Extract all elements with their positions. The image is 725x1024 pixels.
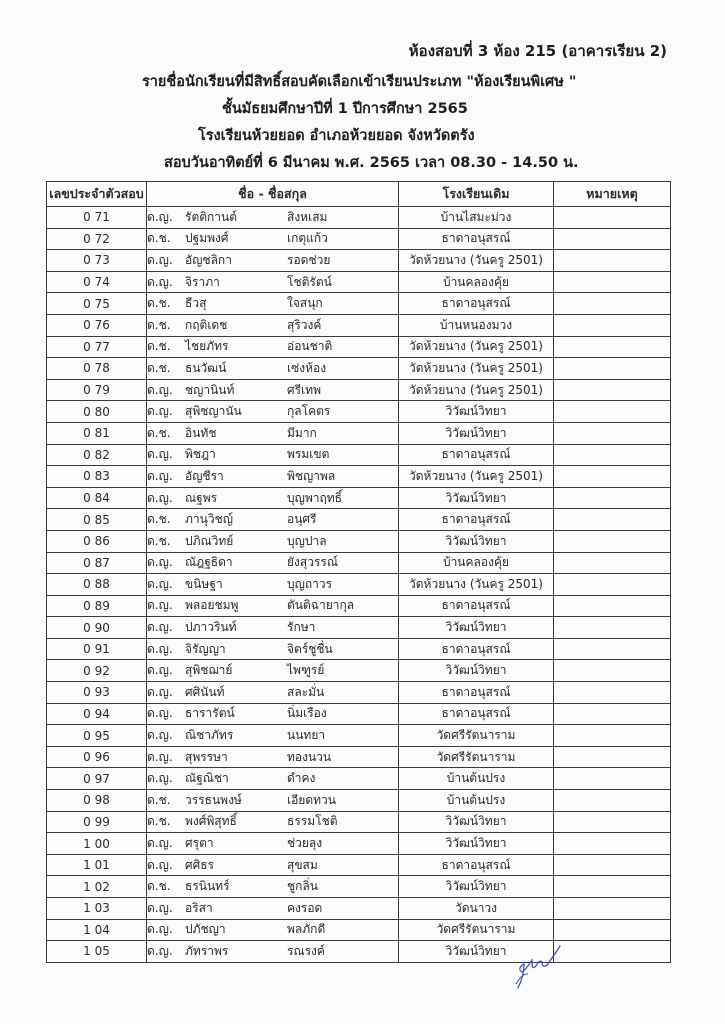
column-header-exam-id: เลขประจำตัวสอบ <box>47 182 147 207</box>
table-row <box>47 207 671 229</box>
exam-id-cell: 0 90 <box>47 617 147 639</box>
last-name: ศรีเทพ <box>287 382 321 397</box>
name-cell <box>147 660 399 682</box>
previous-school-cell: วัดศรีรัตนาราม <box>399 919 554 941</box>
previous-school-cell: ธาดาอนุสรณ์ <box>399 638 554 660</box>
exam-id-cell: 1 03 <box>47 898 147 920</box>
first-name: สุพิชญานัน <box>185 404 242 419</box>
table-row <box>47 854 671 876</box>
first-name: อริสา <box>185 900 213 915</box>
exam-id-cell: 0 99 <box>47 811 147 833</box>
table-row <box>47 746 671 768</box>
first-name: ณฐพร <box>185 490 218 505</box>
last-name: อ่อนชาติ <box>287 339 333 354</box>
table-row <box>47 314 671 336</box>
first-name: ปภัชญา <box>185 922 226 937</box>
last-name: เซ่งห้อง <box>287 360 327 375</box>
last-name: มีมาก <box>287 425 317 440</box>
first-name: สุพรรษา <box>185 749 228 764</box>
exam-id-cell: 0 78 <box>47 358 147 380</box>
table-row <box>47 487 671 509</box>
table-row <box>47 898 671 920</box>
remarks-cell <box>554 228 671 250</box>
previous-school-cell: ธาดาอนุสรณ์ <box>399 509 554 531</box>
exam-id-cell: 1 00 <box>47 833 147 855</box>
last-name: บุญถาวร <box>287 576 333 591</box>
first-name: ธีวสุ <box>185 296 207 311</box>
exam-id-cell: 1 05 <box>47 941 147 963</box>
first-name: กฤติเดช <box>185 317 228 332</box>
room-heading: ห้องสอบที่ 3 ห้อง 215 (อาคารเรียน 2) <box>408 42 667 60</box>
name-cell <box>147 898 399 920</box>
student-roster-table <box>46 181 671 963</box>
name-title: ด.ญ. <box>147 706 173 721</box>
name-title: ด.ญ. <box>147 598 173 613</box>
exam-id-cell: 0 84 <box>47 487 147 509</box>
exam-id-cell: 0 92 <box>47 660 147 682</box>
name-cell <box>147 358 399 380</box>
previous-school-cell: วัดห้วยนาง (วันครู 2501) <box>399 466 554 488</box>
exam-id-cell: 0 74 <box>47 271 147 293</box>
previous-school-cell: บ้านไสมะม่วง <box>399 207 554 229</box>
grade-heading: ชั้นมัธยมศึกษาปีที่ 1 ปีการศึกษา 2565 <box>222 101 468 117</box>
name-cell <box>147 509 399 531</box>
remarks-cell <box>554 466 671 488</box>
name-title: ด.ญ. <box>147 728 173 743</box>
exam-id-cell: 0 83 <box>47 466 147 488</box>
exam-id-cell: 0 81 <box>47 422 147 444</box>
first-name: ภานุวิชญ์ <box>185 512 233 527</box>
remarks-cell <box>554 336 671 358</box>
exam-id-cell: 0 94 <box>47 703 147 725</box>
name-cell <box>147 401 399 423</box>
name-cell <box>147 444 399 466</box>
remarks-cell <box>554 617 671 639</box>
table-row <box>47 250 671 272</box>
remarks-cell <box>554 358 671 380</box>
table-header-row <box>47 182 671 207</box>
first-name: อัญชลิกา <box>185 252 232 267</box>
exam-id-cell: 0 79 <box>47 379 147 401</box>
document-title: รายชื่อนักเรียนที่มีสิทธิ์สอบคัดเลือกเข้าเรียนประเภท "ห้องเรียนพิเศษ " <box>142 74 577 90</box>
name-cell <box>147 207 399 229</box>
table-row <box>47 466 671 488</box>
name-title: ด.ช. <box>147 317 171 332</box>
signature-mark <box>510 944 580 994</box>
table-row <box>47 725 671 747</box>
name-cell <box>147 682 399 704</box>
previous-school-cell: วิวัฒน์วิทยา <box>399 833 554 855</box>
remarks-cell <box>554 207 671 229</box>
first-name: พิชฎา <box>185 447 216 462</box>
name-title: ด.ญ. <box>147 382 173 397</box>
table-row <box>47 444 671 466</box>
last-name: ธรรมโชติ <box>287 814 338 829</box>
name-title: ด.ญ. <box>147 447 173 462</box>
first-name: ศรุตา <box>185 836 214 851</box>
name-title: ด.ญ. <box>147 684 173 699</box>
first-name: ปภิณวิทย์ <box>185 533 234 548</box>
previous-school-cell: บ้านต้นปรง <box>399 790 554 812</box>
previous-school-cell: วัดห้วยนาง (วันครู 2501) <box>399 358 554 380</box>
name-cell <box>147 768 399 790</box>
remarks-cell <box>554 271 671 293</box>
name-title: ด.ช. <box>147 425 171 440</box>
exam-id-cell: 0 88 <box>47 574 147 596</box>
remarks-cell <box>554 422 671 444</box>
previous-school-cell: ธาดาอนุสรณ์ <box>399 854 554 876</box>
previous-school-cell: วัดศรีรัตนาราม <box>399 746 554 768</box>
first-name: วรรธนพงษ์ <box>185 792 242 807</box>
name-cell <box>147 746 399 768</box>
last-name: ดำคง <box>287 771 316 786</box>
previous-school-cell: วิวัฒน์วิทยา <box>399 811 554 833</box>
remarks-cell <box>554 487 671 509</box>
table-row <box>47 919 671 941</box>
remarks-cell <box>554 746 671 768</box>
name-title: ด.ญ. <box>147 922 173 937</box>
last-name: สุขสม <box>287 857 318 872</box>
name-cell <box>147 725 399 747</box>
remarks-cell <box>554 509 671 531</box>
previous-school-cell: วัดห้วยนาง (วันครู 2501) <box>399 250 554 272</box>
first-name: ณัฐณิชา <box>185 771 229 786</box>
last-name: สละมั่น <box>287 684 325 699</box>
column-header-name: ชื่อ - ชื่อสกุล <box>147 182 399 207</box>
previous-school-cell: วิวัฒน์วิทยา <box>399 660 554 682</box>
name-title: ด.ญ. <box>147 943 173 958</box>
name-cell <box>147 574 399 596</box>
first-name: รัตติกานต์ <box>185 209 238 224</box>
last-name: นนทยา <box>287 728 326 743</box>
first-name: อัญชีรา <box>185 468 224 483</box>
table-row <box>47 876 671 898</box>
name-title: ด.ญ. <box>147 274 173 289</box>
first-name: สุพิชฌาย์ <box>185 663 233 678</box>
remarks-cell <box>554 919 671 941</box>
first-name: ศศินันท์ <box>185 684 225 699</box>
remarks-cell <box>554 703 671 725</box>
name-title: ด.ช. <box>147 879 171 894</box>
first-name: ณิชาภัทร <box>185 728 234 743</box>
remarks-cell <box>554 660 671 682</box>
first-name: อินทัช <box>185 425 217 440</box>
last-name: บุญปาล <box>287 533 327 548</box>
exam-id-cell: 0 93 <box>47 682 147 704</box>
table-row <box>47 358 671 380</box>
exam-id-cell: 0 91 <box>47 638 147 660</box>
exam-id-cell: 1 02 <box>47 876 147 898</box>
exam-id-cell: 0 82 <box>47 444 147 466</box>
last-name: เกตุแก้ว <box>287 231 328 246</box>
previous-school-cell: วิวัฒน์วิทยา <box>399 617 554 639</box>
exam-id-cell: 0 95 <box>47 725 147 747</box>
last-name: พรมเขต <box>287 447 330 462</box>
previous-school-cell: วัดศรีรัตนาราม <box>399 725 554 747</box>
exam-id-cell: 0 97 <box>47 768 147 790</box>
remarks-cell <box>554 638 671 660</box>
column-header-previous-school: โรงเรียนเดิม <box>399 182 554 207</box>
remarks-cell <box>554 293 671 315</box>
last-name: รักษา <box>287 620 316 635</box>
name-title: ด.ญ. <box>147 490 173 505</box>
name-cell <box>147 638 399 660</box>
last-name: เอียดทวน <box>287 792 336 807</box>
name-cell <box>147 271 399 293</box>
last-name: รณรงค์ <box>287 943 325 958</box>
name-cell <box>147 379 399 401</box>
remarks-cell <box>554 444 671 466</box>
table-row <box>47 638 671 660</box>
last-name: คงรอด <box>287 900 323 915</box>
table-row <box>47 574 671 596</box>
last-name: สิงหเสม <box>287 209 328 224</box>
first-name: ไชยภัทร <box>185 339 229 354</box>
exam-id-cell: 0 71 <box>47 207 147 229</box>
last-name: พลภักดี <box>287 922 326 937</box>
last-name: จิตร์ชูชื่น <box>287 641 333 656</box>
exam-id-cell: 0 72 <box>47 228 147 250</box>
table-row <box>47 228 671 250</box>
last-name: โชติรัตน์ <box>287 274 332 289</box>
previous-school-cell: วัดห้วยนาง (วันครู 2501) <box>399 574 554 596</box>
previous-school-cell: วัดนาวง <box>399 898 554 920</box>
exam-date-heading: สอบวันอาทิตย์ที่ 6 มีนาคม พ.ศ. 2565 เวลา 08.30 - 14.50 น. <box>164 155 579 171</box>
first-name: จิราภา <box>185 274 220 289</box>
school-heading: โรงเรียนห้วยยอด อำเภอห้วยยอด จังหวัดตรัง <box>198 128 475 144</box>
previous-school-cell: วัดห้วยนาง (วันครู 2501) <box>399 379 554 401</box>
last-name: สุริวงค์ <box>287 317 322 332</box>
remarks-cell <box>554 811 671 833</box>
last-name: ทองนวน <box>287 749 332 764</box>
name-title: ด.ญ. <box>147 836 173 851</box>
name-title: ด.ญ. <box>147 620 173 635</box>
remarks-cell <box>554 401 671 423</box>
roster-body <box>47 207 671 963</box>
remarks-cell <box>554 725 671 747</box>
name-title: ด.ญ. <box>147 209 173 224</box>
first-name: ขนิษฐา <box>185 576 223 591</box>
name-title: ด.ช. <box>147 296 171 311</box>
name-title: ด.ญ. <box>147 749 173 764</box>
first-name: ธนวัฒน์ <box>185 360 227 375</box>
remarks-cell <box>554 595 671 617</box>
name-title: ด.ญ. <box>147 857 173 872</box>
table-row <box>47 660 671 682</box>
name-cell <box>147 293 399 315</box>
name-cell <box>147 919 399 941</box>
previous-school-cell: บ้านต้นปรง <box>399 768 554 790</box>
first-name: ณัฎฐธิดา <box>185 555 233 570</box>
name-cell <box>147 595 399 617</box>
table-row <box>47 768 671 790</box>
first-name: ปภาวรินท์ <box>185 620 237 635</box>
exam-id-cell: 0 76 <box>47 314 147 336</box>
exam-id-cell: 0 98 <box>47 790 147 812</box>
remarks-cell <box>554 833 671 855</box>
name-title: ด.ญ. <box>147 576 173 591</box>
remarks-cell <box>554 876 671 898</box>
name-cell <box>147 854 399 876</box>
name-title: ด.ญ. <box>147 663 173 678</box>
last-name: ตันติฉายากุล <box>287 598 355 613</box>
table-row <box>47 509 671 531</box>
name-cell <box>147 876 399 898</box>
previous-school-cell: วิวัฒน์วิทยา <box>399 876 554 898</box>
name-cell <box>147 552 399 574</box>
first-name: ศศิธร <box>185 857 215 872</box>
name-title: ด.ญ. <box>147 404 173 419</box>
name-cell <box>147 487 399 509</box>
name-cell <box>147 617 399 639</box>
exam-id-cell: 0 80 <box>47 401 147 423</box>
name-cell <box>147 466 399 488</box>
name-title: ด.ช. <box>147 360 171 375</box>
name-cell <box>147 228 399 250</box>
previous-school-cell: ธาดาอนุสรณ์ <box>399 682 554 704</box>
last-name: อนุศรี <box>287 512 317 527</box>
table-row <box>47 595 671 617</box>
table-row <box>47 422 671 444</box>
first-name: จิรัญญา <box>185 641 226 656</box>
name-title: ด.ช. <box>147 533 171 548</box>
previous-school-cell: ธาดาอนุสรณ์ <box>399 703 554 725</box>
exam-id-cell: 0 75 <box>47 293 147 315</box>
first-name: ปฐมพงศ์ <box>185 231 229 246</box>
table-row <box>47 379 671 401</box>
remarks-cell <box>554 250 671 272</box>
previous-school-cell: วิวัฒน์วิทยา <box>399 530 554 552</box>
name-title: ด.ญ. <box>147 641 173 656</box>
table-row <box>47 790 671 812</box>
name-title: ด.ญ. <box>147 252 173 267</box>
last-name: ยังสุวรรณ์ <box>287 555 338 570</box>
previous-school-cell: วิวัฒน์วิทยา <box>399 487 554 509</box>
name-cell <box>147 790 399 812</box>
first-name: ธรนินทร์ <box>185 879 230 894</box>
last-name: ชูกลิ่น <box>287 879 318 894</box>
name-cell <box>147 941 399 963</box>
previous-school-cell: วิวัฒน์วิทยา <box>399 941 554 963</box>
name-title: ด.ช. <box>147 792 171 807</box>
remarks-cell <box>554 854 671 876</box>
exam-id-cell: 0 86 <box>47 530 147 552</box>
table-row <box>47 401 671 423</box>
exam-id-cell: 0 77 <box>47 336 147 358</box>
table-row <box>47 703 671 725</box>
name-cell <box>147 250 399 272</box>
exam-id-cell: 0 89 <box>47 595 147 617</box>
first-name: ชญานินท์ <box>185 382 235 397</box>
previous-school-cell: บ้านคลองคุ้ย <box>399 552 554 574</box>
name-cell <box>147 336 399 358</box>
first-name: พงศ์พิสุทธิ์ <box>185 814 237 829</box>
remarks-cell <box>554 552 671 574</box>
column-header-remarks: หมายเหตุ <box>554 182 671 207</box>
remarks-cell <box>554 790 671 812</box>
name-title: ด.ช. <box>147 339 171 354</box>
remarks-cell <box>554 574 671 596</box>
last-name: พิชญาพล <box>287 468 336 483</box>
previous-school-cell: วัดห้วยนาง (วันครู 2501) <box>399 336 554 358</box>
previous-school-cell: บ้านหนองมวง <box>399 314 554 336</box>
previous-school-cell: บ้านคลองคุ้ย <box>399 271 554 293</box>
previous-school-cell: ธาดาอนุสรณ์ <box>399 228 554 250</box>
name-title: ด.ญ. <box>147 771 173 786</box>
table-row <box>47 617 671 639</box>
name-title: ด.ช. <box>147 814 171 829</box>
last-name: ไพฑูรย์ <box>287 663 325 678</box>
exam-id-cell: 0 87 <box>47 552 147 574</box>
last-name: ช่วยลุง <box>287 836 323 851</box>
exam-id-cell: 0 96 <box>47 746 147 768</box>
remarks-cell <box>554 379 671 401</box>
name-cell <box>147 703 399 725</box>
previous-school-cell: วิวัฒน์วิทยา <box>399 401 554 423</box>
table-row <box>47 271 671 293</box>
name-cell <box>147 314 399 336</box>
last-name: ใจสนุก <box>287 296 323 311</box>
previous-school-cell: ธาดาอนุสรณ์ <box>399 444 554 466</box>
last-name: รอดช่วย <box>287 252 331 267</box>
last-name: บุญพาฤทธิ์ <box>287 490 342 505</box>
name-cell <box>147 422 399 444</box>
remarks-cell <box>554 898 671 920</box>
remarks-cell <box>554 768 671 790</box>
remarks-cell <box>554 682 671 704</box>
name-cell <box>147 833 399 855</box>
first-name: ธารารัตน์ <box>185 706 235 721</box>
remarks-cell <box>554 314 671 336</box>
previous-school-cell: ธาดาอนุสรณ์ <box>399 595 554 617</box>
first-name: พลอยชมพู <box>185 598 239 613</box>
exam-id-cell: 1 01 <box>47 854 147 876</box>
exam-id-cell: 0 85 <box>47 509 147 531</box>
last-name: นิ่มเรือง <box>287 706 327 721</box>
first-name: ภัทราพร <box>185 943 229 958</box>
name-title: ด.ญ. <box>147 555 173 570</box>
exam-id-cell: 1 04 <box>47 919 147 941</box>
name-title: ด.ช. <box>147 231 171 246</box>
name-title: ด.ช. <box>147 512 171 527</box>
last-name: กุลโคตร <box>287 404 331 419</box>
table-row <box>47 811 671 833</box>
table-row <box>47 682 671 704</box>
table-row <box>47 552 671 574</box>
table-row <box>47 833 671 855</box>
table-row <box>47 530 671 552</box>
remarks-cell <box>554 530 671 552</box>
name-cell <box>147 811 399 833</box>
name-title: ด.ญ. <box>147 468 173 483</box>
name-title: ด.ญ. <box>147 900 173 915</box>
previous-school-cell: วิวัฒน์วิทยา <box>399 422 554 444</box>
name-cell <box>147 530 399 552</box>
table-row <box>47 293 671 315</box>
table-row <box>47 336 671 358</box>
previous-school-cell: ธาดาอนุสรณ์ <box>399 293 554 315</box>
exam-id-cell: 0 73 <box>47 250 147 272</box>
